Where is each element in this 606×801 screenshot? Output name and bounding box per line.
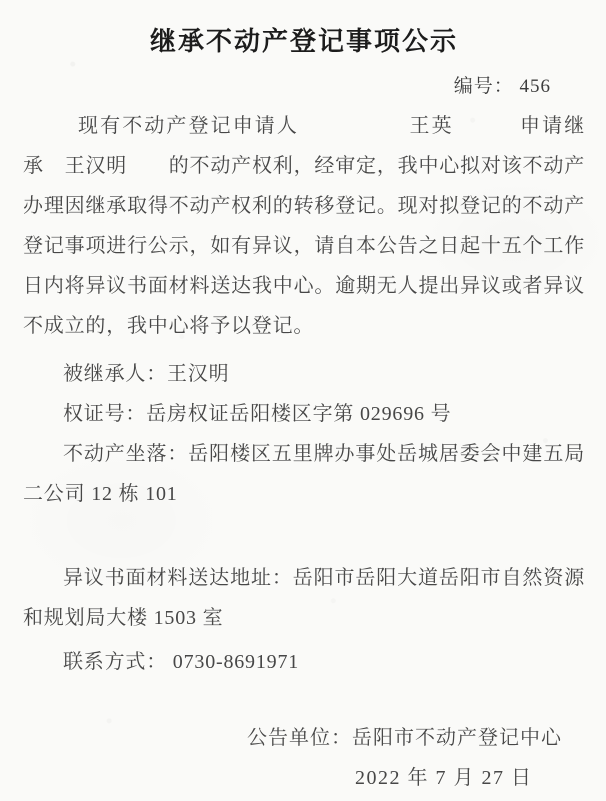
page-title: 继承不动产登记事项公示 [149,26,458,56]
property-location-line: 不动产坐落：岳阳楼区五里牌办事处岳城居委会中建五局 [63,443,585,465]
date-line: 2022 年 7 月 27 日 [355,767,533,789]
objection-address-line-2: 和规划局大楼 1503 室 [23,607,224,629]
paragraph-line: 日内将异议书面材料送达我中心。逾期无人提出异议或者异议 [23,275,585,297]
paragraph-line: 办理因继承取得不动产权利的转移登记。现对拟登记的不动产 [23,195,585,217]
paragraph-line: 登记事项进行公示，如有异议，请自本公告之日起十五个工作 [23,235,585,257]
announcement-paragraph [23,106,585,346]
decedent-line: 被继承人：王汉明 [63,363,230,385]
paragraph-line-decedent: 承 王汉明 的不动产权利，经审定，我中心拟对该不动产 [23,155,585,177]
paragraph-line-applicant: 现有不动产登记申请人 王英 申请继 [78,115,585,137]
registration-fields [23,354,585,514]
certificate-number-line: 权证号：岳房权证岳阳楼区字第 029696 号 [63,403,452,425]
objection-address-line: 异议书面材料送达地址：岳阳市岳阳大道岳阳市自然资源 [63,567,585,589]
paragraph-line-last: 不成立的，我中心将予以登记。 [23,315,315,337]
objection-address-block [23,558,585,638]
property-location-line-2: 二公司 12 栋 101 [23,483,178,505]
contact-line: 联系方式： 0730-8691971 [63,651,300,673]
issuer-line: 公告单位：岳阳市不动产登记中心 [247,727,562,749]
doc-number: 编号： 456 [453,76,551,97]
